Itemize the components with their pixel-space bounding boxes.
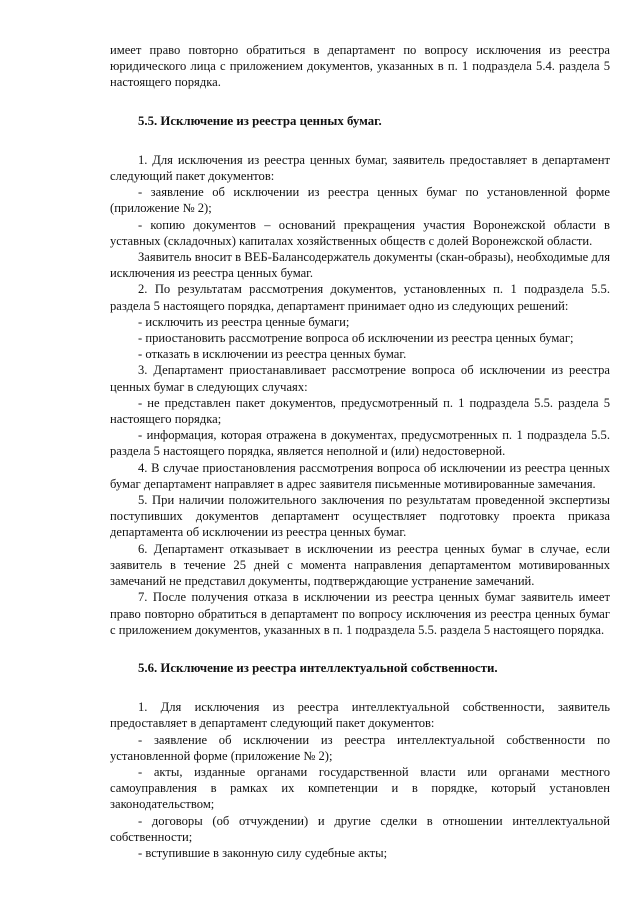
list-item: - исключить из реестра ценные бумаги; [138, 314, 350, 329]
paragraph: 4. В случае приостановления рассмотрения вопроса об исключении из реестра ценных бумаг департамент направляет в адрес заявителя письменные мотивированные замечания. [110, 460, 610, 491]
paragraph: 5. При наличии положительного заключения по результатам проведенной экспертизы поступивших документов департамент осуществляет подготовку проекта приказа департамента об исключении из реестра ценных бумаг. [110, 493, 610, 540]
list-item: - не представлен пакет документов, предусмотренный п. 1 подраздела 5.5. раздела 5 настоящего порядка; [110, 395, 610, 427]
list-item: - заявление об исключении из реестра интеллектуальной собственности по установленной форме (приложение № 2); [110, 732, 610, 763]
paragraph: 7. После получения отказа в исключении из реестра ценных бумаг заявитель имеет право повторно обратиться в департамент по вопросу исключения из реестра ценных бумаг с приложением документов, указанных в п. 1 подраздела 5.5. раздела 5 настоящего порядка. [110, 590, 610, 637]
list-item: - договоры (об отчуждении) и другие сделки в отношении интеллектуальной собственности; [110, 813, 610, 844]
list-item: - отказать в исключении из реестра ценных бумаг. [138, 347, 407, 362]
paragraph: Заявитель вносит в ВЕБ-Балансодержатель документы (скан-образы), необходимые для исключения из реестра ценных бумаг. [110, 250, 610, 281]
paragraph: 2. По результатам рассмотрения документов, установленных п. 1 подраздела 5.5. раздела 5 настоящего порядка, департамент принимает одно из следующих решений: [110, 282, 610, 313]
paragraph: 1. Для исключения из реестра интеллектуальной собственности, заявитель предоставляет в департамент следующий пакет документов: [110, 700, 610, 731]
list-item: - приостановить рассмотрение вопроса об исключении из реестра ценных бумаг; [138, 331, 574, 346]
paragraph: 6. Департамент отказывает в исключении из реестра ценных бумаг в случае, если заявитель в течение 25 дней с момента направления департаментом мотивированных замечаний не представил документы, подтверждающие устранение замечаний. [110, 541, 610, 589]
paragraph: 3. Департамент приостанавливает рассмотрение вопроса об исключении из реестра ценных бумаг в следующих случаях: [110, 363, 610, 394]
section-body-5-6 [110, 699, 610, 861]
list-item: - акты, изданные органами государственной власти или органами местного самоуправления в рамках их компетенции и в порядке, который установлен законодательством; [110, 764, 610, 812]
section-heading-5-5: 5.5. Исключение из реестра ценных бумаг. [138, 113, 382, 128]
intro-paragraph: имеет право повторно обратиться в департамент по вопросу исключения из реестра юридического лица с приложением документов, указанных в п. 1 подраздела 5.4. раздела 5 настоящего порядка. [110, 43, 610, 90]
section-body-5-5 [110, 152, 610, 638]
list-item: - информация, которая отражена в документах, предусмотренных п. 1 подраздела 5.5. раздела 5 настоящего порядка, является неполной и (или) недостоверной. [110, 428, 610, 459]
list-item: - заявление об исключении из реестра ценных бумаг по установленной форме (приложение № 2); [110, 185, 610, 216]
list-item: - копию документов – оснований прекращения участия Воронежской области в уставных (складочных) капиталах хозяйственных обществ с долей Воронежской области. [110, 217, 610, 248]
list-item: - вступившие в законную силу судебные акты; [138, 845, 388, 860]
section-heading-5-6: 5.6. Исключение из реестра интеллектуальной собственности. [138, 660, 498, 675]
paragraph: 1. Для исключения из реестра ценных бумаг, заявитель предоставляет в департамент следующий пакет документов: [110, 152, 610, 184]
